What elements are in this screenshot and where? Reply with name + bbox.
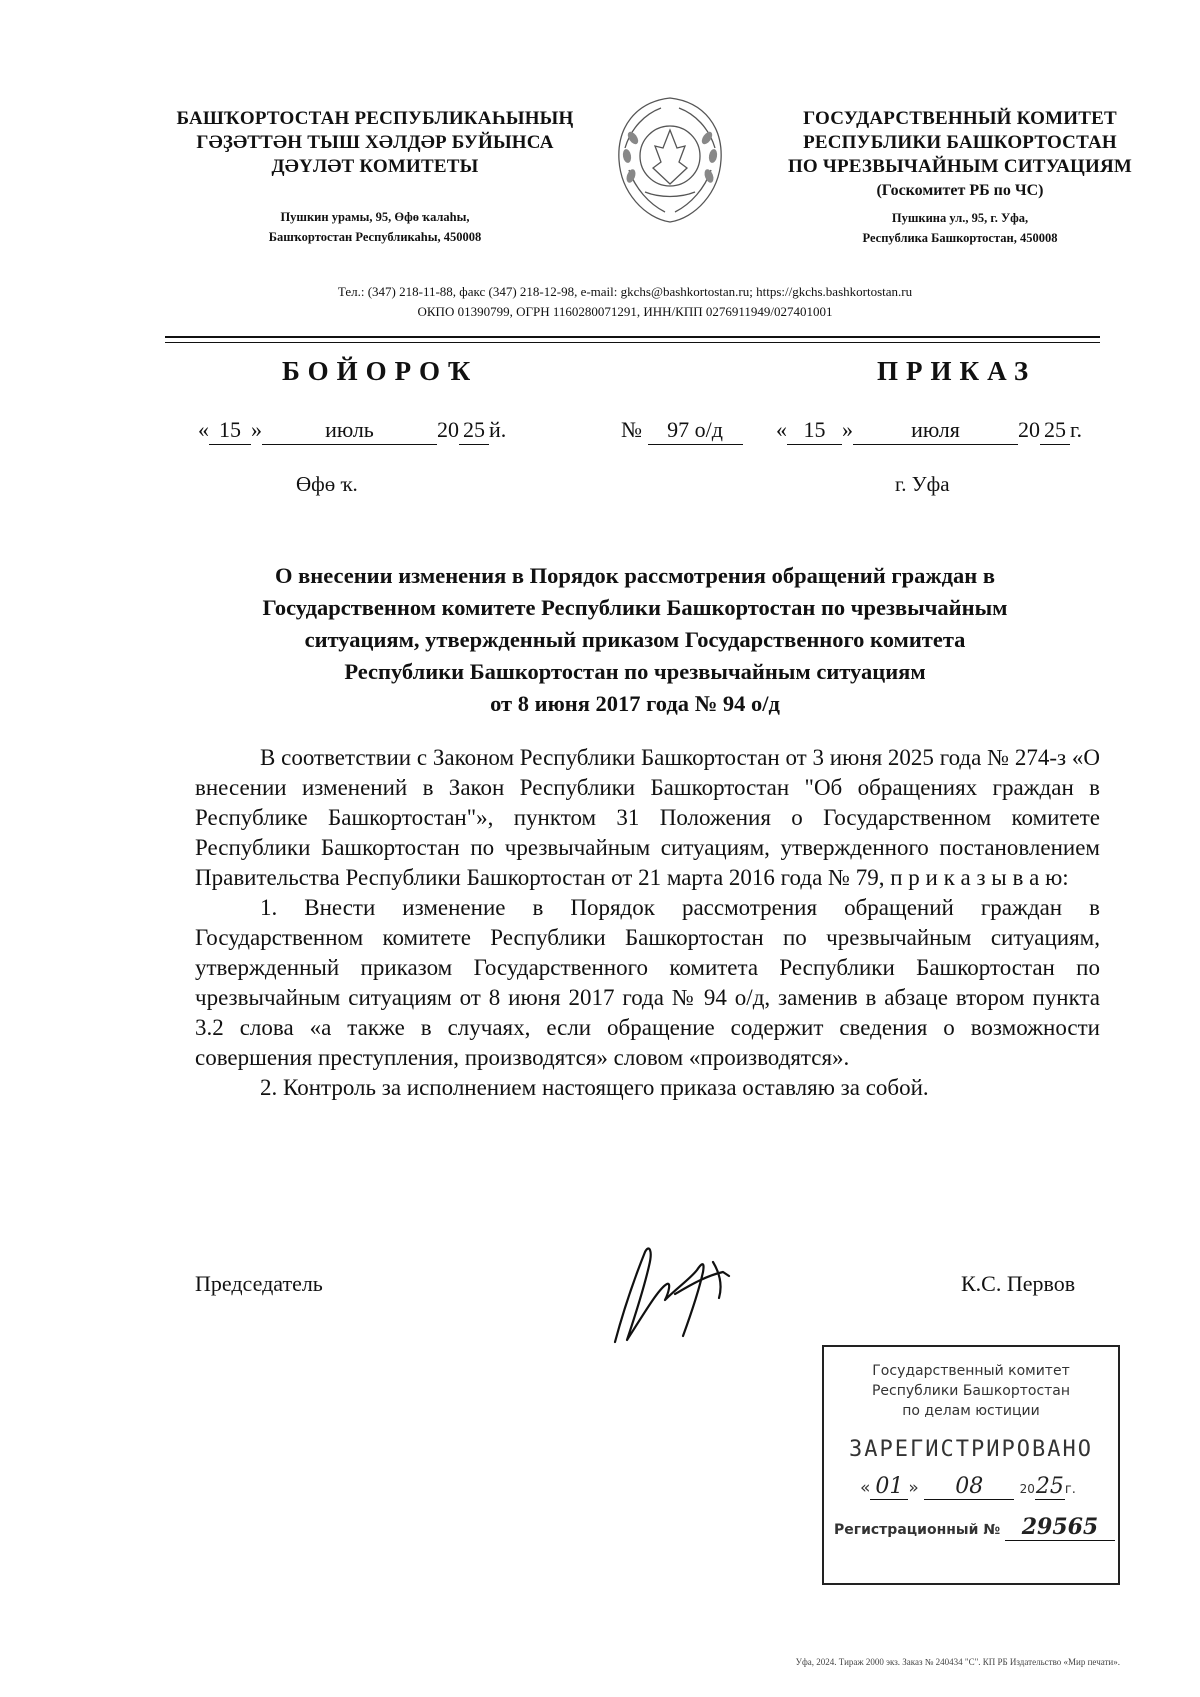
title-line: Республики Башкортостан по чрезвычайным ситуациям (344, 659, 926, 684)
header-left-block (150, 107, 600, 247)
date-year: 25 (459, 416, 489, 445)
date-suffix: г. (1070, 417, 1083, 442)
signatory-name: К.С. Первов (961, 1271, 1076, 1296)
header-right-block (760, 107, 1160, 248)
org-name-bashkir-line1: БАШҠОРТОСТАН РЕСПУБЛИКАҺЫНЫҢ (176, 108, 574, 129)
stamp-registered-label: ЗАРЕГИСТРИРОВАНО (849, 1437, 1093, 1462)
stamp-org (824, 1361, 1118, 1421)
handwritten-signature-icon (605, 1232, 755, 1352)
header-divider-thick (165, 336, 1100, 338)
title-line: О внесении изменения в Порядок рассмотрения обращений граждан в (274, 563, 996, 588)
date-month: июля (853, 416, 1018, 445)
order-number-value: 97 о/д (648, 416, 743, 445)
address-bashkir-line2: Башҡортостан Республикаһы, 450008 (268, 230, 482, 244)
stamp-org-line2: Республики Башкортостан (871, 1383, 1071, 1399)
date-close-quote: » (908, 1478, 919, 1498)
document-body (195, 743, 1100, 1103)
date-day: 15 (787, 416, 842, 445)
address-russian (760, 208, 1160, 248)
date-year: 25 (1040, 416, 1070, 445)
date-suffix: й. (489, 417, 507, 442)
stamp-date-year: 25 (1035, 1474, 1064, 1499)
order-number (621, 416, 743, 445)
date-open-quote: « (860, 1478, 871, 1498)
address-bashkir (150, 207, 600, 247)
date-open-quote: « (776, 417, 787, 442)
stamp-org-line1: Государственный комитет (872, 1363, 1070, 1379)
stamp-date-year-prefix: 20 (1019, 1482, 1035, 1496)
contacts-block (150, 282, 1100, 322)
title-line: ситуациям, утвержденный приказом Государственного комитета (304, 627, 966, 652)
city-russian: г. Уфа (895, 472, 950, 496)
stamp-reg-label: Регистрационный № (834, 1522, 1001, 1538)
stamp-date (824, 1474, 1118, 1500)
date-open-quote: « (198, 417, 209, 442)
date-day: 15 (209, 416, 251, 445)
stamp-reg-number (824, 1514, 1118, 1541)
order-number-label: № (621, 417, 642, 442)
address-russian-line2: Республика Башкортостан, 450008 (862, 231, 1058, 245)
date-year-prefix: 20 (1018, 417, 1040, 442)
clause-2-paragraph: 2. Контроль за исполнением настоящего приказа оставляю за собой. (260, 1075, 929, 1100)
header-divider-thin (165, 342, 1100, 343)
order-word-bashkir: БОЙОРОҠ (282, 356, 479, 386)
org-name-russian-line2: РЕСПУБЛИКИ БАШКОРТОСТАН (803, 132, 1117, 153)
stamp-date-suffix: г. (1064, 1482, 1076, 1497)
date-month: июль (262, 416, 437, 445)
stamp-date-month: 08 (924, 1474, 1014, 1500)
org-name-bashkir-line2: ГӘҘӘТТӘН ТЫШ ХӘЛДӘР БУЙЫНСА (196, 132, 554, 153)
date-russian (776, 416, 1082, 445)
date-close-quote: » (842, 417, 853, 442)
address-russian-line1: Пушкина ул., 95, г. Уфа, (891, 211, 1029, 225)
contacts-line: Тел.: (347) 218-11-88, факс (347) 218-12-98, e-mail: gkchs@bashkortostan.ru; https://gkchs.bashkortostan.ru (337, 284, 913, 299)
clause-1-paragraph: 1. Внести изменение в Порядок рассмотрения обращений граждан в Государственном комитете Республики Башкортостан по чрезвычайным ситуациям, утвержденный приказом Государственного комитета Республики Башкортостан по чрезвычайным ситуациям от 8 июня 2017 года № 94 о/д, заменив в абзаце втором пункта 3.2 слова «а также в случаях, если обращение содержит сведения о возможности совершения преступления, производятся» словом «производятся». (195, 895, 1100, 1070)
city-bashkir: Өфө ҡ. (296, 472, 358, 496)
date-year-prefix: 20 (437, 417, 459, 442)
date-bashkir (198, 416, 506, 445)
title-line: Государственном комитете Республики Башкортостан по чрезвычайным (262, 595, 1008, 620)
coat-of-arms-icon (605, 88, 735, 228)
registration-stamp (822, 1345, 1120, 1585)
signatory-role: Председатель (195, 1271, 323, 1296)
title-line: от 8 июня 2017 года № 94 о/д (490, 691, 780, 716)
org-name-russian-line3: ПО ЧРЕЗВЫЧАЙНЫМ СИТУАЦИЯМ (787, 156, 1133, 177)
order-word-russian: ПРИКАЗ (877, 356, 1037, 386)
preamble-paragraph: В соответствии с Законом Республики Башкортостан от 3 июня 2025 года № 274-з «О внесении изменений в Закон Республики Башкортостан "Об обращениях граждан в Республике Башкортостан"», пунктом 31 Положения о Государственном комитете Республики Башкортостан по чрезвычайным ситуациям, утвержденного постановлением Правительства Республики Башкортостан от 21 марта 2016 года № 79, п р и к а з ы в а ю: (195, 745, 1100, 890)
address-bashkir-line1: Пушкин урамы, 95, Өфө ҡалаһы, (280, 210, 470, 224)
org-short-name: (Госкомитет РБ по ЧС) (876, 182, 1044, 199)
registry-codes-line: ОКПО 01390799, ОГРН 1160280071291, ИНН/КПП 0276911949/027401001 (417, 304, 833, 319)
date-close-quote: » (251, 417, 262, 442)
org-name-russian-line1: ГОСУДАРСТВЕННЫЙ КОМИТЕТ (803, 108, 1117, 129)
stamp-org-line3: по делам юстиции (902, 1403, 1040, 1419)
stamp-date-day: 01 (870, 1474, 908, 1500)
stamp-reg-value: 29565 (1005, 1514, 1115, 1541)
document-title (160, 560, 1110, 720)
print-imprint: Уфа, 2024. Тираж 2000 экз. Заказ № 240434 "С". КП РБ Издательство «Мир печати». (795, 1657, 1120, 1667)
org-name-bashkir-line3: ДӘҮЛӘТ КОМИТЕТЫ (271, 156, 479, 177)
